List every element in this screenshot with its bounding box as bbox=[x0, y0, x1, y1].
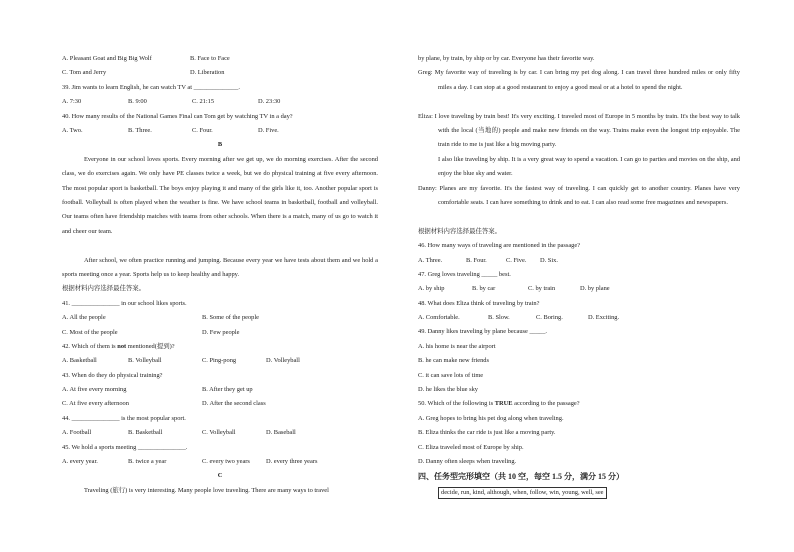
q45-option-b: B. twice a year bbox=[128, 458, 167, 466]
q43-stem: 43. When do they do physical training? bbox=[62, 371, 163, 379]
q42-stem-a: 42. Which of them is bbox=[62, 342, 118, 350]
q49-option-c: C. it can save lots of time bbox=[418, 371, 484, 379]
q40-option-c: C. Four. bbox=[192, 126, 213, 134]
q48-option-c: C. Boring. bbox=[536, 314, 563, 322]
instruction-b: 根据材料内容选择最佳答案。 bbox=[62, 285, 146, 293]
q46-option-b: B. Four. bbox=[466, 256, 487, 264]
q50-stem-c: according to the passage? bbox=[512, 400, 580, 408]
q47-option-b: B. by car bbox=[472, 285, 496, 293]
q44-stem: 44. _______________ is the most popular sport. bbox=[62, 414, 186, 422]
q43-option-a: A. At five every morning bbox=[62, 386, 127, 394]
q38-options-row1 bbox=[62, 52, 378, 66]
q42-option-a: A. Basketball bbox=[62, 357, 97, 365]
q46-option-d: D. Six. bbox=[540, 256, 558, 264]
q43-options-row2 bbox=[62, 397, 378, 411]
q50-stem-a: 50. Which of the following is bbox=[418, 400, 495, 408]
q45-options bbox=[62, 455, 378, 469]
q49-stem: 49. Danny likes traveling by plane because _____. bbox=[418, 328, 548, 336]
q41-option-c: C. Most of the people bbox=[62, 328, 118, 336]
q43-option-d: D. After the second class bbox=[202, 400, 266, 408]
q43-option-b: B. After they get up bbox=[202, 386, 253, 394]
danny-paragraph: Danny: Planes are my favorite. It's the fastest way of traveling. I can quickly get to another country. Planes have very comfortable seats. I can have something to drink and to eat. I can also read some free magazines and newspapers. bbox=[418, 184, 740, 206]
q42-option-c: C. Ping-pong bbox=[202, 357, 237, 365]
q50-option-c: C. Eliza traveled most of Europe by ship. bbox=[418, 443, 524, 451]
q42-stem-c: mentioned(提到)? bbox=[126, 342, 175, 350]
greg-paragraph: Greg: My favorite way of traveling is by car. I can bring my pet dog along. I can travel three hundred miles or only fifty miles a day. I can stop at a good restaurant to enjoy a good meal or at a hotel to spend the night. bbox=[418, 69, 740, 91]
q50-stem bbox=[418, 397, 740, 411]
q42-option-d: D. Volleyball bbox=[266, 357, 300, 365]
q40-option-b: B. Three. bbox=[128, 126, 152, 134]
section-c-heading: C bbox=[217, 472, 223, 480]
passage-c-start: Traveling (旅行) is very interesting. Many people love traveling. There are many ways to travel bbox=[84, 486, 329, 494]
right-column bbox=[418, 52, 740, 501]
q48-option-b: B. Slow. bbox=[488, 314, 510, 322]
q40-option-d: D. Five. bbox=[258, 126, 279, 134]
q40-options bbox=[62, 124, 378, 138]
q39-options bbox=[62, 95, 378, 109]
q48-options bbox=[418, 311, 740, 325]
instruction-c: 根据材料内容选择最佳答案。 bbox=[418, 227, 502, 235]
q41-stem: 41. _______________ in our school likes sports. bbox=[62, 299, 187, 307]
eliza-paragraph: Eliza: I love traveling by train best! It's very exciting. I traveled most of Europe in 5 months by train. It's the best way to talk with the local (当地的) people and make new friends on the way. Trains make even the longest trip enjoyable. The train ride to me is just like a big moving party. bbox=[418, 112, 740, 149]
q41-option-d: D. Few people bbox=[202, 328, 240, 336]
q41-option-b: B. Some of the people bbox=[202, 314, 259, 322]
q47-stem: 47. Greg loves traveling _____ best. bbox=[418, 270, 511, 278]
q45-stem: 45. We hold a sports meeting _______________. bbox=[62, 443, 188, 451]
q43-option-c: C. At five every afternoon bbox=[62, 400, 129, 408]
q48-option-a: A. Comfortable. bbox=[418, 314, 460, 322]
q45-option-c: C. every two years bbox=[202, 458, 250, 466]
eliza-paragraph-2: I also like traveling by ship. It is a very great way to spend a vacation. I can go to parties and movies on the ship, and enjoy the blue sky and water. bbox=[438, 155, 740, 178]
q41-option-a: A. All the people bbox=[62, 314, 106, 322]
q48-option-d: D. Exciting. bbox=[588, 314, 620, 322]
q38-option-c: C. Tom and Jerry bbox=[62, 69, 107, 77]
q48-stem: 48. What does Eliza think of traveling by train? bbox=[418, 299, 540, 307]
q39-option-c: C. 21:15 bbox=[192, 98, 215, 106]
q41-options-row1 bbox=[62, 311, 378, 325]
q42-option-b: B. Volleyball bbox=[128, 357, 162, 365]
left-column bbox=[62, 52, 378, 498]
q50-option-d: D. Danny often sleeps when traveling. bbox=[418, 458, 517, 465]
section-4-heading: 四、任务型完形填空（共 10 空，每空 1.5 分，满分 15 分） bbox=[418, 472, 624, 482]
q41-options-row2 bbox=[62, 326, 378, 340]
q46-options bbox=[418, 254, 740, 268]
q47-option-d: D. by plane bbox=[580, 285, 610, 293]
q42-stem bbox=[62, 340, 378, 354]
q46-option-a: A. Three. bbox=[418, 256, 443, 264]
q44-option-c: C. Volleyball bbox=[202, 429, 236, 437]
q38-option-a: A. Pleasant Goat and Big Big Wolf bbox=[62, 55, 152, 62]
q40-stem: 40. How many results of the National Games Final can Tom get by watching TV in a day? bbox=[62, 112, 293, 120]
q39-option-b: B. 9:00 bbox=[128, 98, 147, 106]
section-b-heading: B bbox=[217, 141, 223, 149]
passage-b-paragraph-2: After school, we often practice running and jumping. Because every year we have tests about them and we hold a sports meeting once a year. Sports help us to keep healthy and happy. bbox=[62, 256, 378, 278]
q49-option-d: D. he likes the blue sky bbox=[418, 386, 478, 394]
q39-option-a: A. 7:30 bbox=[62, 98, 82, 106]
q47-option-a: A. by ship bbox=[418, 285, 445, 293]
q44-option-b: B. Basketball bbox=[128, 429, 163, 437]
q47-options bbox=[418, 282, 740, 296]
q45-option-a: A. every year. bbox=[62, 458, 98, 466]
q44-option-a: A. Football bbox=[62, 429, 92, 437]
q46-option-c: C. Five. bbox=[506, 256, 527, 264]
passage-c-continuation: by plane, by train, by ship or by car. Everyone has their favorite way. bbox=[418, 55, 595, 62]
q39-option-d: D. 23:30 bbox=[258, 98, 281, 106]
q49-option-a: A. his home is near the airport bbox=[418, 342, 496, 350]
q50-stem-emphasis: TRUE bbox=[494, 400, 513, 408]
q50-option-a: A. Greg hopes to bring his pet dog along when traveling. bbox=[418, 414, 564, 422]
q49-option-b: B. he can make new friends bbox=[418, 357, 489, 365]
word-box: decide, run, kind, although, when, follow, win, young, well, see bbox=[438, 487, 607, 499]
q45-option-d: D. every three years bbox=[266, 458, 318, 466]
passage-b-paragraph-1: Everyone in our school loves sports. Every morning after we get up, we do morning exercises. After the second class, we do exercises again. We only have PE classes twice a week, but we do physical training at five every afternoon. The most popular sport is basketball. The boys enjoy playing it and many of the girls like it, too. Another popular sport is football. Volleyball is often played when the weather is fine. We have school teams in basketball, football and volleyball. Our teams often have friendship matches with teams from other schools. When there is a match, many of us go to watch it and cheer our team. bbox=[62, 155, 378, 235]
q39-stem: 39. Jim wants to learn English, he can watch TV at ______________. bbox=[62, 83, 240, 91]
q44-option-d: D. Baseball bbox=[266, 429, 296, 437]
q40-option-a: A. Two. bbox=[62, 126, 83, 134]
q42-options bbox=[62, 354, 378, 368]
q42-stem-emphasis: not bbox=[117, 342, 127, 350]
q43-options-row1 bbox=[62, 383, 378, 397]
q44-options bbox=[62, 426, 378, 440]
q46-stem: 46. How many ways of traveling are mentioned in the passage? bbox=[418, 242, 581, 250]
q38-option-b: B. Face to Face bbox=[190, 55, 230, 62]
q38-option-d: D. Liberation bbox=[190, 69, 225, 77]
q50-option-b: B. Eliza thinks the car ride is just like a moving party. bbox=[418, 429, 556, 437]
word-box-row bbox=[418, 485, 740, 500]
q47-option-c: C. by train bbox=[528, 285, 556, 293]
q38-options-row2 bbox=[62, 66, 378, 80]
